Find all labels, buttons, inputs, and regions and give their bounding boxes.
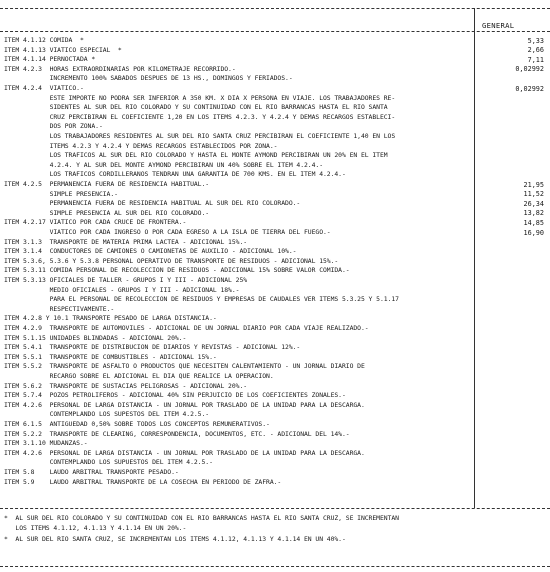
item-line: 4.2.4. Y AL SUR DEL MONTE AYMOND PERCIBIRAN UN 40% SOBRE EL ITEM 4.2.4.- <box>4 160 323 169</box>
item-line: ITEM 5.1.15 UNIDADES BLINDADAS - ADICIONAL 20%.- <box>4 333 187 342</box>
column-divider <box>474 8 475 508</box>
general-value: 26,34 <box>523 199 544 208</box>
bottom-rule <box>0 508 550 509</box>
general-value: 5,33 <box>527 36 544 45</box>
footnote-line: LOS ITEMS 4.1.12, 4.1.13 Y 4.1.14 EN UN 20%.- <box>4 524 187 532</box>
general-value: 13,82 <box>523 209 544 218</box>
general-value: 14,85 <box>523 218 544 227</box>
general-value: 0,02992 <box>515 65 544 74</box>
page-end-rule <box>0 566 550 567</box>
header-rule <box>0 31 550 32</box>
item-line: ITEM 5.7.4 POZOS PETROLIFEROS - ADICIONAL 40% SIN PERJUICIO DE LOS COEFICIENTES ZONALES.- <box>4 391 346 400</box>
item-line: ITEM 5.4.1 TRANSPORTE DE DISTRIBUCION DE DIARIOS Y REVISTAS - ADICIONAL 12%.- <box>4 343 301 352</box>
item-line: PARA EL PERSONAL DE RECOLECCION DE RESIDUOS Y EMPRESAS DE CAUDALES VER ITEMS 5.3.25 Y 5.1.17 <box>4 295 399 304</box>
item-line: ITEM 3.1.3 TRANSPORTE DE MATERIA PRIMA LACTEA - ADICIONAL 15%.- <box>4 237 248 246</box>
general-value: 11,52 <box>523 190 544 199</box>
item-line: ITEM 5.6.2 TRANSPORTE DE SUSTACIAS PELIGROSAS - ADICIONAL 20%.- <box>4 381 248 390</box>
item-line: VIATICO POR CADA INGRESO O POR CADA EGRESO A LA ISLA DE TIERRA DEL FUEGO.- <box>4 228 331 236</box>
footnote-line: * AL SUR DEL RIO SANTA CRUZ, SE INCREMENTAN LOS ITEMS 4.1.12, 4.1.13 Y 4.1.14 EN UN 40%.- <box>4 535 346 543</box>
item-line: ITEM 4.2.4 VIATICO.- <box>4 84 84 92</box>
item-line: ITEM 4.2.8 Y 10.1 TRANSPORTE PESADO DE LARGA DISTANCIA.- <box>4 314 217 323</box>
general-value: 21,95 <box>523 180 544 189</box>
general-value: 7,11 <box>527 55 544 64</box>
item-line: LOS TRAFICOS AL SUR DEL RIO COLORADO Y HASTA EL MONTE AYMOND PERCIBIRAN UN 20% EN EL ITEM <box>4 151 388 160</box>
item-line: ESTE IMPORTE NO PODRA SER INFERIOR A 350 KM. X DIA X PERSONA EN VIAJE. LOS TRABAJADORES RE- <box>4 93 396 102</box>
item-line: ITEM 5.3.11 COMIDA PERSONAL DE RECOLECCION DE RESIDUOS - ADICIONAL 15% SOBRE VALOR COMIDA.- <box>4 266 350 275</box>
item-line: ITEM 6.1.5 ANTIGUEDAD 0,50% SOBRE TODOS LOS CONCEPTOS REMUNERATIVOS.- <box>4 420 270 428</box>
item-line: RECARGO SOBRE EL ADICIONAL EL DIA QUE REALICE LA OPERACION. <box>4 372 274 380</box>
item-line: ITEM 4.2.6 PERSONAL DE LARGA DISTANCIA - UN JORNAL POR TRASLADO DE LA UNIDAD PARA LA DESCARGA. <box>4 400 365 409</box>
item-line: SIMPLE PRESENCIA.- <box>4 189 118 198</box>
item-line: ITEM 5.8 LAUDO ARBITRAL TRANSPORTE PESADO.- <box>4 468 179 476</box>
item-line: MEDIO OFICIALES - GRUPOS I Y III - ADICIONAL 18%.- <box>4 285 240 294</box>
item-line: ITEM 5.3.13 OFICIALES DE TALLER - GRUPOS I Y III - ADICIONAL 25% <box>4 276 248 284</box>
item-line: ITEMS 4.2.3 Y 4.2.4 Y DEMAS RECARGOS ESTABLECIDOS POR ZONA.- <box>4 141 278 150</box>
item-line: CRUZ PERCIBIRAN EL COEFICIENTE 1,20 EN LOS ITEMS 4.2.3. Y 4.2.4 Y DEMAS RECARGOS ESTABLECI- <box>4 112 396 121</box>
general-value: 0,02992 <box>515 84 544 93</box>
item-line: CONTEMPLANDO LOS SUPUESTOS DEL ITEM 4.2.5.- <box>4 458 213 467</box>
item-line: RESPECTIVAMENTE.- <box>4 304 115 313</box>
item-line: ITEM 4.2.9 TRANSPORTE DE AUTOMOVILES - ADICIONAL DE UN JORNAL DIARIO POR CADA VIAJE REALIZADO.- <box>4 324 369 332</box>
item-line: ITEM 3.1.10 MUDANZAS.- <box>4 439 88 448</box>
column-header-general: GENERAL <box>482 21 515 30</box>
item-line: ITEM 5.2.2 TRANSPORTE DE CLEARING, CORRESPONDENCIA, DOCUMENTOS, ETC. - ADICIONAL DEL 14%.- <box>4 429 350 438</box>
item-line: ITEM 4.1.13 VIATICO ESPECIAL * <box>4 45 122 54</box>
item-line: PERMANENCIA FUERA DE RESIDENCIA HABITUAL AL SUR DEL RIO COLORADO.- <box>4 199 301 208</box>
item-line: LOS TRAFICOS CORDILLERANOS TENDRAN UNA GARANTIA DE 700 KMS. EN EL ITEM 4.2.4.- <box>4 170 346 179</box>
item-line: SIDENTES AL SUR DEL RIO COLORADO Y SU CONTINUIDAD CON EL RIO BARRANCAS HASTA EL RIO SANTA <box>4 103 388 112</box>
item-line: ITEM 4.1.12 COMIDA * <box>4 36 84 44</box>
item-line: LOS TRABAJADORES RESIDENTES AL SUR DEL RIO SANTA CRUZ PERCIBIRAN EL COEFICIENTE 1,40 EN LOS <box>4 132 396 140</box>
item-line: ITEM 5.9 LAUDO ARBITRAL TRANSPORTE DE LA COSECHA EN PERIODO DE ZAFRA.- <box>4 477 282 486</box>
item-line: ITEM 4.2.6 PERSONAL DE LARGA DISTANCIA - UN JORNAL POR TRASLADO DE LA UNIDAD PARA LA DESCARGA. <box>4 448 365 457</box>
general-value: 16,90 <box>523 228 544 237</box>
item-line: ITEM 5.5.2 TRANSPORTE DE ASFALTO O PRODUCTOS QUE NECESITEN CALENTAMIENTO - UN JORNAL DIARIO DE <box>4 362 365 371</box>
item-line: CONTEMPLANDO LOS SUPESTOS DEL ITEM 4.2.5.- <box>4 410 210 419</box>
item-line: ITEM 4.1.14 PERNOCTADA * <box>4 55 96 64</box>
top-rule <box>0 8 550 9</box>
item-line: ITEM 4.2.3 HORAS EXTRAORDINARIAS POR KILOMETRAJE RECORRIDO.- <box>4 64 236 73</box>
item-line: ITEM 3.1.4 CONDUCTORES DE CAMIONES O CAMIONETAS DE AUXILIO - ADICIONAL 10%.- <box>4 247 297 256</box>
item-line: ITEM 4.2.17 VIATICO POR CADA CRUCE DE FRONTERA.- <box>4 218 187 227</box>
item-line: INCREMENTO 100% SABADOS DESPUES DE 13 HS., DOMINGOS Y FERIADOS.- <box>4 74 293 83</box>
item-line: SIMPLE PRESENCIA AL SUR DEL RIO COLORADO.- <box>4 208 210 217</box>
item-line: DOS POR ZONA.- <box>4 122 103 131</box>
item-line: ITEM 4.2.5 PERMANENCIA FUERA DE RESIDENCIA HABITUAL.- <box>4 180 210 188</box>
footnote-line: * AL SUR DEL RIO COLORADO Y SU CONTINUIDAD CON EL RIO BARRANCAS HASTA EL RIO SANTA CRUZ, SE INCREMENTAN <box>4 514 399 522</box>
general-value: 2,66 <box>527 46 544 55</box>
item-line: ITEM 5.3.6, 5.3.6 Y 5.3.8 PERSONAL OPERATIVO DE TRANSPORTE DE RESIDUOS - ADICIONAL 15%.- <box>4 256 339 265</box>
item-line: ITEM 5.5.1 TRANSPORTE DE COMBUSTIBLES - ADICIONAL 15%.- <box>4 352 217 361</box>
